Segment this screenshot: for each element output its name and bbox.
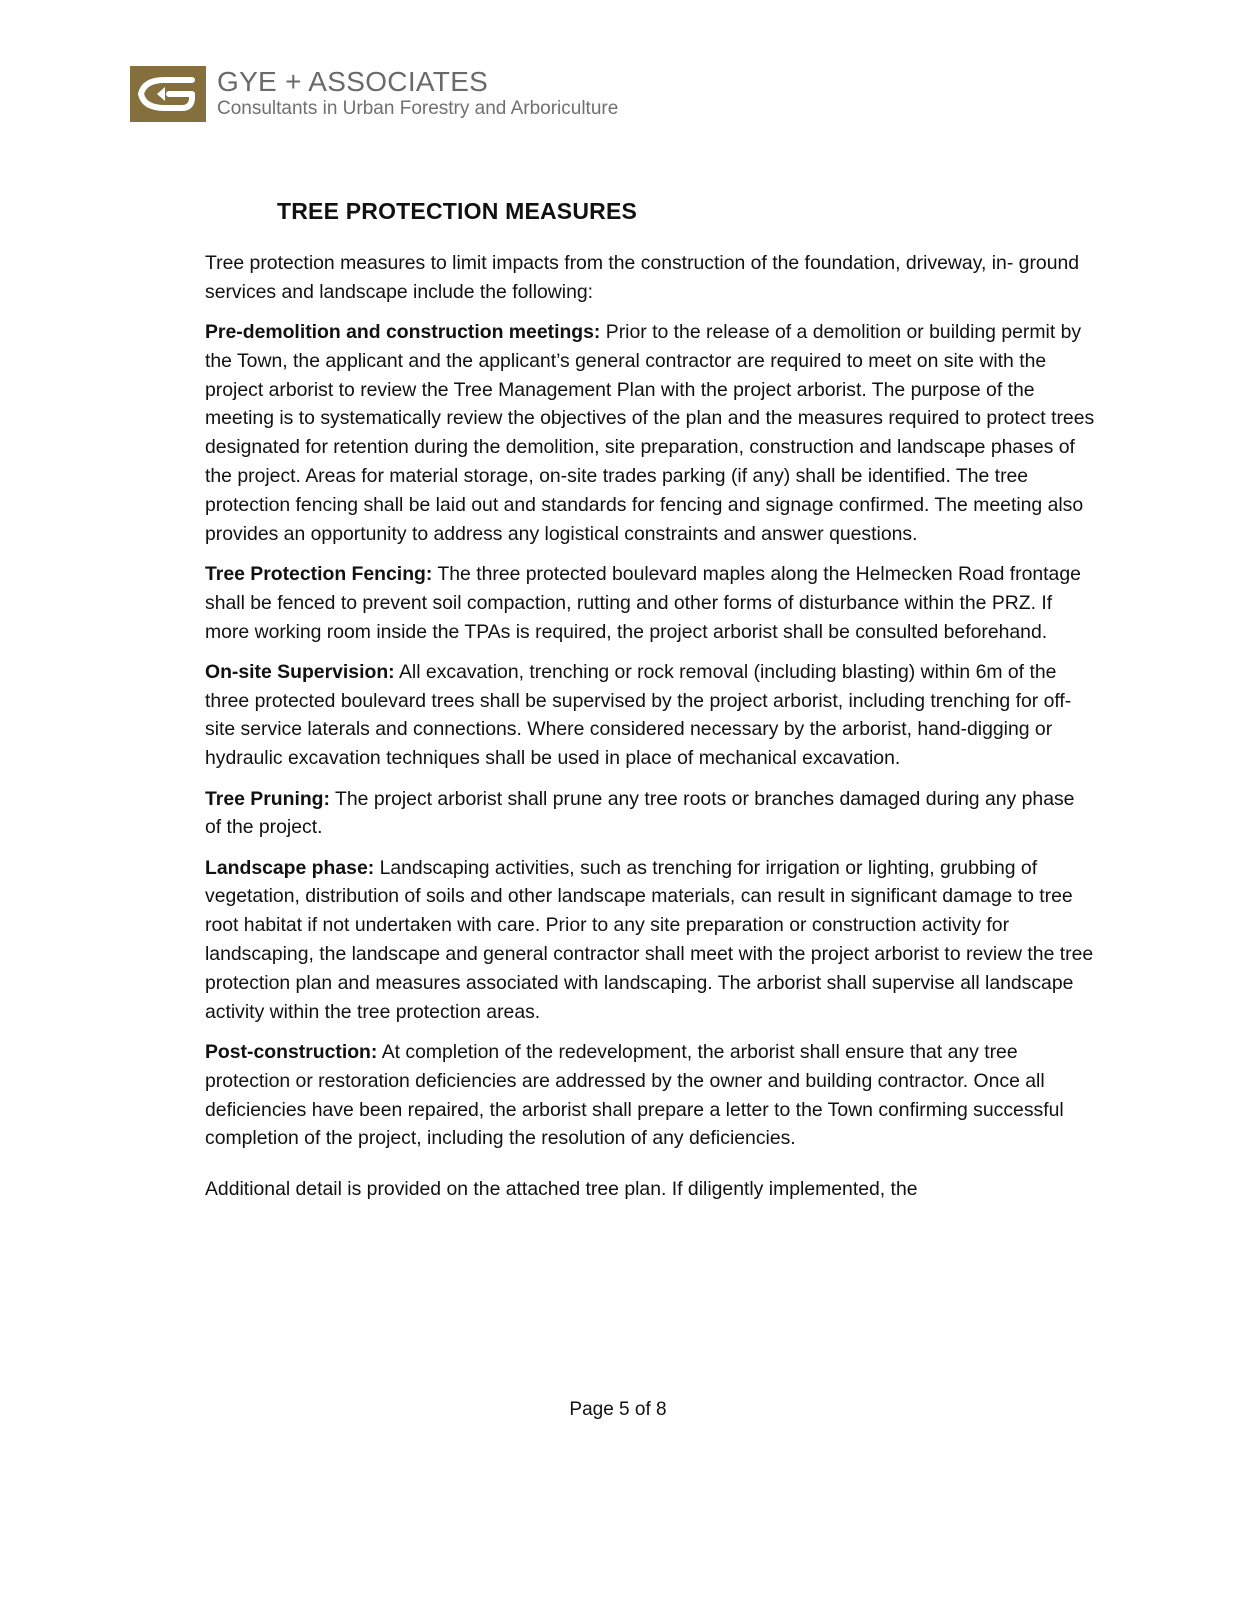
page-title: TREE PROTECTION MEASURES <box>277 198 638 224</box>
section-text: All excavation, trenching or rock removal (including blasting) within 6m of the three protected boulevard trees shall be supervised by the project arborist, including trenching for off-site service laterals and connections. Where considered necessary by the arborist, hand-digging or hydraulic excavation techniques shall be used in place of mechanical excavation. <box>205 660 1072 770</box>
section-text: Landscaping activities, such as trenching for irrigation or lighting, grubbing of vegetation, distribution of soils and other landscape materials, can result in significant damage to tree root habitat if not undertaken with care. Prior to any site preparation or construction activity for landscaping, the landscape and general contractor shall meet with the project arborist to review the tree protection plan and measures associated with landscaping. The arborist shall supervise all landscape activity within the tree protection areas. <box>205 856 1094 1023</box>
intro-paragraph: Tree protection measures to limit impacts from the construction of the foundation, driveway, in- ground services and landscape include the following: <box>205 252 1080 303</box>
section-heading: On-site Supervision: <box>205 660 395 683</box>
gye-logo-icon <box>130 66 206 122</box>
section-heading: Landscape phase: <box>205 856 375 879</box>
firm-tagline: Consultants in Urban Forestry and Arboriculture <box>217 98 619 119</box>
section-heading: Tree Pruning: <box>205 787 330 810</box>
logo-mark <box>135 71 201 117</box>
section-pre-demolition <box>205 318 1095 548</box>
letterhead <box>130 66 618 122</box>
section-tree-protection-fencing <box>205 560 1095 646</box>
section-tree-pruning <box>205 785 1095 843</box>
section-text: The three protected boulevard maples along the Helmecken Road frontage shall be fenced to prevent soil compaction, rutting and other forms of disturbance within the PRZ. If more working room inside the TPAs is required, the project arborist shall be consulted beforehand. <box>205 562 1081 643</box>
section-text: Prior to the release of a demolition or building permit by the Town, the applicant and the applicant’s general contractor are required to meet on site with the project arborist to review the Tree Management Plan with the project arborist. The purpose of the meeting is to systematically review the objectives of the plan and the measures required to protect trees designated for retention during the demolition, site preparation, construction and landscape phases of the project. Areas for material storage, on-site trades parking (if any) shall be identified. The tree protection fencing shall be laid out and standards for fencing and signage confirmed. The meeting also provides an opportunity to address any logistical constraints and answer questions. <box>205 321 1095 545</box>
section-on-site-supervision <box>205 658 1095 773</box>
section-text: The project arborist shall prune any tree roots or branches damaged during any phase of the project. <box>205 787 1075 839</box>
section-post-construction <box>205 1038 1095 1153</box>
section-text: At completion of the redevelopment, the arborist shall ensure that any tree protection or restoration deficiencies are addressed by the owner and building contractor. Once all deficiencies have been repaired, the arborist shall prepare a letter to the Town confirming successful completion of the project, including the resolution of any deficiencies. <box>205 1040 1064 1150</box>
page-number: Page 5 of 8 <box>569 1399 667 1420</box>
section-heading: Pre-demolition and construction meetings: <box>205 321 601 344</box>
section-heading: Post-construction: <box>205 1040 378 1063</box>
letterhead-text <box>217 66 618 122</box>
section-heading: Tree Protection Fencing: <box>205 562 433 585</box>
document-body <box>205 249 1095 1215</box>
firm-name: GYE + ASSOCIATES <box>217 66 489 97</box>
section-landscape-phase <box>205 854 1095 1027</box>
closing-paragraph: Additional detail is provided on the attached tree plan. If diligently implemented, the <box>205 1178 918 1201</box>
